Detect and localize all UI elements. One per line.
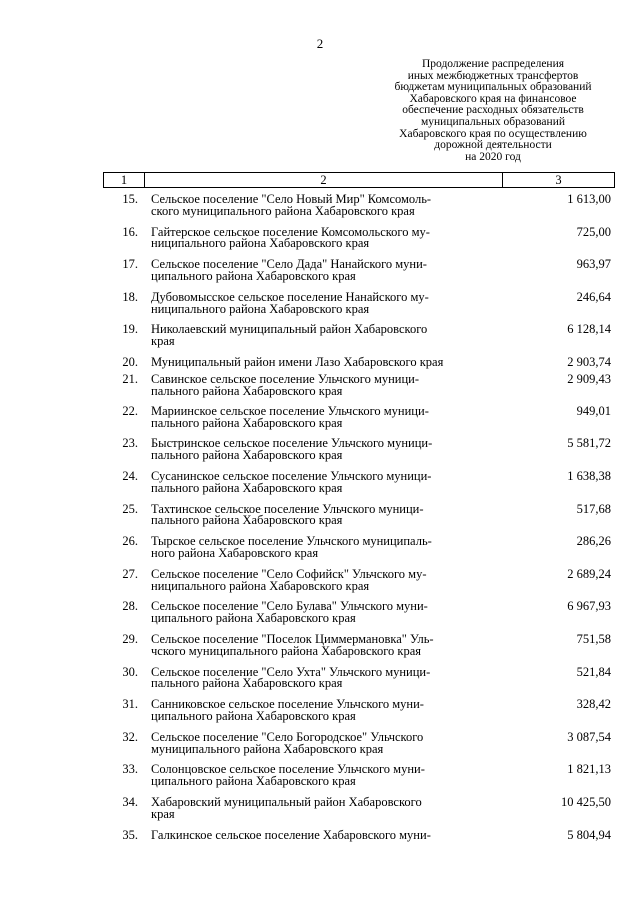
row-number: 18.	[122, 289, 138, 304]
table-row	[103, 324, 615, 357]
row-number: 26.	[122, 534, 138, 549]
row-amount: 521,84	[576, 664, 611, 679]
row-number: 22.	[122, 403, 138, 418]
row-name-line: ниципального района Хабаровского края	[151, 301, 370, 316]
row-municipality-name	[151, 664, 497, 691]
heading-line: на 2020 год	[465, 150, 521, 163]
table-row	[103, 374, 615, 406]
row-name-line: пального района Хабаровского края	[151, 676, 343, 691]
row-amount: 1 613,00	[567, 192, 611, 206]
row-amount: 328,42	[576, 697, 611, 712]
row-municipality-name	[151, 354, 497, 369]
row-name-line: Мариинское сельское поселение Ульчского муници-	[151, 403, 429, 418]
row-number: 27.	[122, 566, 138, 581]
row-name-line: пального района Хабаровского края	[151, 384, 343, 399]
row-name-line: ципального района Хабаровского края	[151, 709, 356, 723]
row-number: 17.	[122, 257, 138, 272]
row-name-line: Савинское сельское поселение Ульчского муници-	[151, 372, 420, 387]
row-name-line: Сельское поселение "Село Софийск" Ульчского му-	[151, 566, 427, 581]
row-name-line: ниципального района Хабаровского края	[151, 578, 370, 593]
row-name-line: Сельское поселение "Село Ухта" Ульчского муници-	[151, 664, 431, 679]
table-row	[103, 634, 615, 667]
table-row	[103, 536, 615, 569]
row-number: 29.	[122, 632, 138, 647]
table-header-cell-amount: 3	[555, 173, 562, 187]
table-row	[103, 764, 615, 797]
row-municipality-name	[151, 403, 497, 430]
row-name-line: ниципального района Хабаровского края	[151, 236, 370, 251]
heading-line: муниципальных образований	[420, 115, 566, 128]
row-number: 30.	[122, 664, 138, 679]
row-name-line: края	[151, 806, 175, 821]
row-municipality-name	[151, 536, 497, 560]
row-amount: 2 689,24	[567, 566, 611, 581]
row-number: 19.	[122, 322, 138, 337]
row-number: 28.	[122, 599, 138, 614]
heading-line: иных межбюджетных трансфертов	[407, 69, 579, 82]
row-amount: 6 967,93	[567, 599, 611, 614]
row-name-line: ного района Хабаровского края	[151, 546, 319, 561]
table-header-cell-name: 2	[145, 173, 503, 187]
table-row	[103, 403, 615, 439]
row-name-line: Сельское поселение "Село Богородское" Ульчского	[151, 729, 424, 744]
heading-line: Хабаровского края на финансовое	[409, 92, 577, 105]
heading-line: Продолжение распределения	[421, 58, 565, 70]
table-row	[103, 601, 615, 634]
row-name-line: Сельское поселение "Поселок Циммермановка" Уль-	[151, 632, 434, 647]
row-name-line: ципального района Хабаровского края	[151, 611, 356, 626]
row-amount: 2 909,43	[567, 372, 611, 387]
row-amount: 963,97	[576, 257, 611, 272]
row-number: 20.	[122, 354, 138, 369]
table-header-cell-number: 1	[104, 173, 145, 187]
row-municipality-name	[151, 566, 497, 593]
table-header-row	[103, 172, 615, 188]
row-municipality-name	[151, 501, 497, 528]
row-number: 35.	[122, 827, 138, 842]
row-municipality-name	[151, 194, 497, 218]
row-municipality-name	[151, 827, 497, 842]
row-municipality-name	[151, 324, 497, 348]
row-name-line: Сусанинское сельское поселение Ульчского муници-	[151, 469, 432, 484]
table-row	[103, 438, 615, 471]
row-amount: 2 903,74	[567, 354, 611, 369]
row-name-line: Быстринское сельское поселение Ульчского муници-	[151, 436, 433, 451]
row-name-line: Николаевский муниципальный район Хабаровского	[151, 322, 428, 337]
row-amount: 1 638,38	[567, 469, 611, 484]
row-amount: 949,01	[576, 403, 611, 418]
heading-line: обеспечение расходных обязательств	[402, 104, 584, 117]
row-number: 24.	[122, 469, 138, 484]
table-row	[103, 501, 615, 537]
row-name-line: Солонцовское сельское поселение Ульчского муни-	[151, 762, 425, 777]
row-amount: 751,58	[576, 632, 611, 647]
document-heading	[370, 59, 616, 163]
row-municipality-name	[151, 224, 497, 251]
row-municipality-name	[151, 729, 497, 756]
heading-line: Хабаровского края по осуществлению	[399, 127, 587, 140]
table-body	[103, 194, 615, 850]
row-name-line: Хабаровский муниципальный район Хабаровского	[151, 794, 422, 809]
row-municipality-name	[151, 601, 497, 625]
page-number: 2	[316, 36, 324, 51]
row-amount: 725,00	[576, 224, 611, 239]
row-municipality-name	[151, 289, 497, 316]
row-number: 21.	[122, 372, 138, 387]
row-name-line: пального района Хабаровского края	[151, 513, 343, 528]
row-name-line: пального района Хабаровского края	[151, 415, 343, 430]
row-municipality-name	[151, 634, 497, 658]
row-name-line: Сельское поселение "Село Булава" Ульчского муни-	[151, 599, 428, 614]
row-amount: 5 804,94	[567, 827, 611, 842]
row-amount: 3 087,54	[567, 729, 611, 744]
row-name-line: ципального района Хабаровского края	[151, 774, 356, 789]
row-municipality-name	[151, 764, 497, 788]
row-number: 32.	[122, 729, 138, 744]
row-name-line: ципального района Хабаровского края	[151, 268, 356, 283]
row-amount: 246,64	[576, 289, 611, 304]
row-amount: 1 821,13	[567, 762, 611, 777]
table-row	[103, 194, 615, 227]
table-row	[103, 729, 615, 765]
row-municipality-name	[151, 699, 497, 723]
row-name-line: ского муниципального района Хабаровского края	[151, 203, 415, 218]
row-amount: 286,26	[576, 534, 611, 549]
row-municipality-name	[151, 259, 497, 283]
heading-line: дорожной деятельности	[434, 139, 552, 152]
row-amount: 10 425,50	[561, 794, 611, 809]
row-name-line: Сельское поселение "Село Дада" Нанайского муни-	[151, 257, 427, 272]
row-amount: 6 128,14	[567, 322, 611, 337]
row-name-line: чского муниципального района Хабаровского края	[151, 643, 422, 658]
row-municipality-name	[151, 794, 497, 821]
row-name-line: Дубовомысское сельское поселение Нанайского му-	[151, 289, 429, 304]
table-row	[103, 699, 615, 732]
table-row	[103, 827, 615, 850]
row-number: 23.	[122, 436, 138, 451]
table-row	[103, 471, 615, 504]
row-name-line: Гайтерское сельское поселение Комсомольского му-	[151, 224, 430, 239]
row-number: 34.	[122, 794, 138, 809]
row-number: 31.	[122, 697, 138, 712]
row-name-line: Галкинское сельское поселение Хабаровского муни-	[151, 827, 431, 842]
table-row	[103, 224, 615, 260]
row-name-line: Тырское сельское поселение Ульчского муниципаль-	[151, 534, 432, 549]
row-municipality-name	[151, 374, 497, 398]
row-name-line: Сельское поселение "Село Новый Мир" Комсомоль-	[151, 192, 432, 206]
row-name-line: Санниковское сельское поселение Ульчского муни-	[151, 697, 424, 712]
table-row	[103, 664, 615, 700]
table-row	[103, 794, 615, 830]
row-number: 25.	[122, 501, 138, 516]
row-name-line: Муниципальный район имени Лазо Хабаровского края	[151, 354, 444, 369]
heading-line: бюджетам муниципальных образований	[394, 81, 592, 94]
row-name-line: Тахтинское сельское поселение Ульчского муници-	[151, 501, 424, 516]
row-name-line: муниципального района Хабаровского края	[151, 741, 384, 756]
table-row	[103, 566, 615, 602]
table-row	[103, 289, 615, 325]
row-number: 33.	[122, 762, 138, 777]
row-municipality-name	[151, 438, 497, 462]
row-name-line: пального района Хабаровского края	[151, 480, 343, 495]
row-name-line: края	[151, 334, 175, 349]
row-amount: 5 581,72	[567, 436, 611, 451]
row-number: 15.	[122, 192, 138, 206]
table-row	[103, 259, 615, 292]
row-amount: 517,68	[576, 501, 611, 516]
row-municipality-name	[151, 471, 497, 495]
row-number: 16.	[122, 224, 138, 239]
row-name-line: пального района Хабаровского края	[151, 448, 343, 463]
